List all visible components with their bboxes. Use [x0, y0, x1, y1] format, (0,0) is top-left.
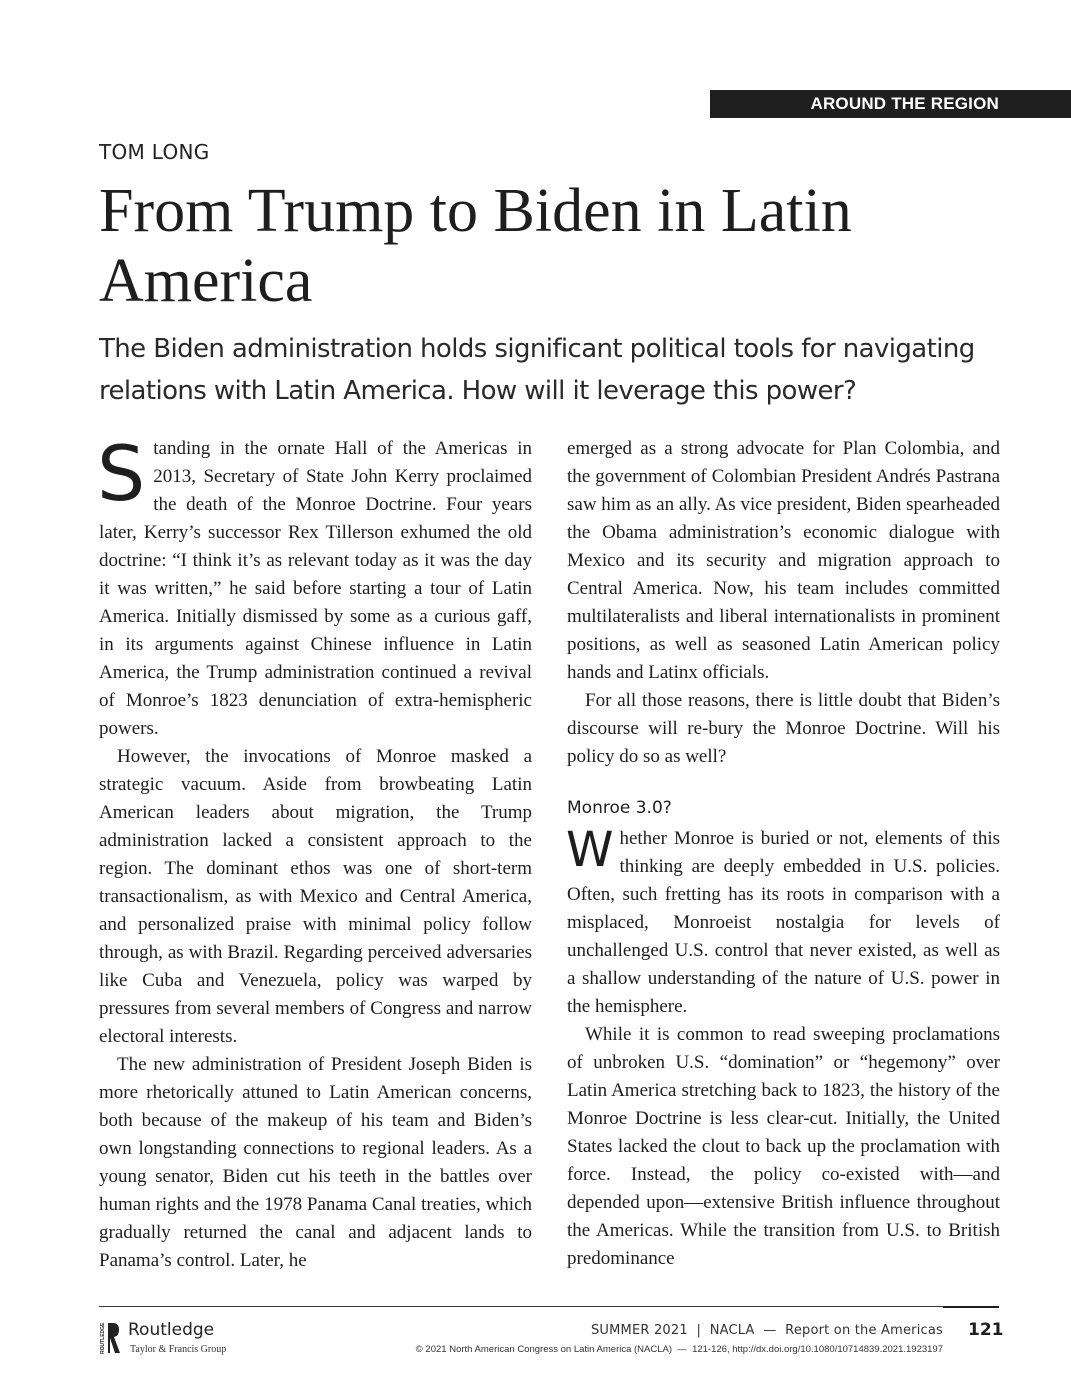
copyright-line: © 2021 North American Congress on Latin America (NACLA) — 121-126, http://dx.doi.org/10.1080/10714839.2021.1923197 — [415, 1344, 943, 1355]
paragraph: While it is common to read sweeping proclamations of unbroken U.S. “domination” or “hegemony” over Latin America stretching back to 1823, the history of the Monroe Doctrine is less clear-cut. Initially, the United States lacked the clout to back up the proclamation with force. Instead, the policy co-existed with—and depended upon—extensive British influence throughout the Americas. While the transition from U.S. to British predominance — [567, 1024, 1000, 1269]
author-name: TOM LONG — [99, 140, 210, 164]
paragraph: emerged as a strong advocate for Plan Colombia, and the government of Colombian President Andrés Pastrana saw him as an ally. As vice president, Biden spearheaded the Obama administration’s economic dialogue with Mexico and its security and migration approach to Central America. Now, his team includes committed multilateralists and liberal internationalists in prominent positions, as well as seasoned Latin American policy hands and Latinx officials. — [567, 438, 1001, 683]
paragraph-text: hether Monroe is buried or not, elements of this thinking are deeply embedded in U.S. policies. Often, such fretting has its roots in comparison with a misplaced, Monroeist nostalgia for levels of unchallenged U.S. control that never existed, as well as a shallow understanding of the nature of U.S. power in the hemisphere. — [567, 828, 1000, 1017]
paragraph — [97, 429, 532, 743]
drop-cap: W — [566, 822, 614, 878]
paragraph — [566, 822, 1000, 1021]
footer-rule — [99, 1306, 999, 1307]
right-column — [567, 435, 1000, 1273]
paragraph: However, the invocations of Monroe masked a strategic vacuum. Aside from browbeating Latin American leaders about migration, the Trump administration lacked a consistent approach to the region. The dominant ethos was one of short-term transactionalism, as with Mexico and Central America, and personalized praise with minimal policy follow through, as with Brazil. Regarding perceived adversaries like Cuba and Venezuela, policy was warped by pressures from several members of Congress and narrow electoral interests. — [99, 746, 532, 1047]
paragraph: For all those reasons, there is little doubt that Biden’s discourse will re-bury the Monroe Doctrine. Will his policy do so as well? — [567, 690, 1000, 767]
issue-line: SUMMER 2021 | NACLA — Report on the Americas — [590, 1323, 943, 1338]
publisher-name: Routledge — [128, 1320, 215, 1340]
footer-rule-accent — [943, 1306, 999, 1308]
paragraph: The new administration of President Joseph Biden is more rhetorically attuned to Latin American concerns, both because of the makeup of his team and Biden’s own longstanding connections to regional leaders. As a young senator, Biden cut his teeth in the battles over human rights and the 1978 Panama Canal treaties, which gradually returned the canal and adjacent lands to Panama’s control. Later, he — [99, 1054, 532, 1271]
routledge-logo-icon — [99, 1320, 121, 1356]
publisher-vertical-label: ROUTLEDGE — [100, 1322, 106, 1354]
left-column — [97, 429, 532, 1275]
section-heading: Monroe 3.0? — [567, 798, 672, 818]
paragraph-text: tanding in the ornate Hall of the Americas in 2013, Secretary of State John Kerry proclaimed the death of the Monroe Doctrine. Four years later, Kerry’s successor Rex Tillerson exhumed the old doctrine: “I think it’s as relevant today as it was the day it was written,” he said before starting a tour of Latin America. Initially dismissed by some as a curious gaff, in its arguments against Chinese influence in Latin America, the Trump administration continued a revival of Monroe’s 1823 denunciation of extra-hemispheric powers. — [99, 438, 532, 739]
drop-cap: S — [97, 429, 146, 518]
article-subtitle: The Biden administration holds significant political tools for navigating relations with Latin America. How will it leverage this power? — [99, 334, 975, 406]
section-tag: AROUND THE REGION — [710, 90, 1071, 118]
publisher-group: Taylor & Francis Group — [130, 1344, 227, 1355]
page-number: 121 — [968, 1320, 1004, 1340]
article-title: From Trump to Biden in Latin America — [99, 177, 852, 315]
publisher-logo — [99, 1320, 259, 1360]
